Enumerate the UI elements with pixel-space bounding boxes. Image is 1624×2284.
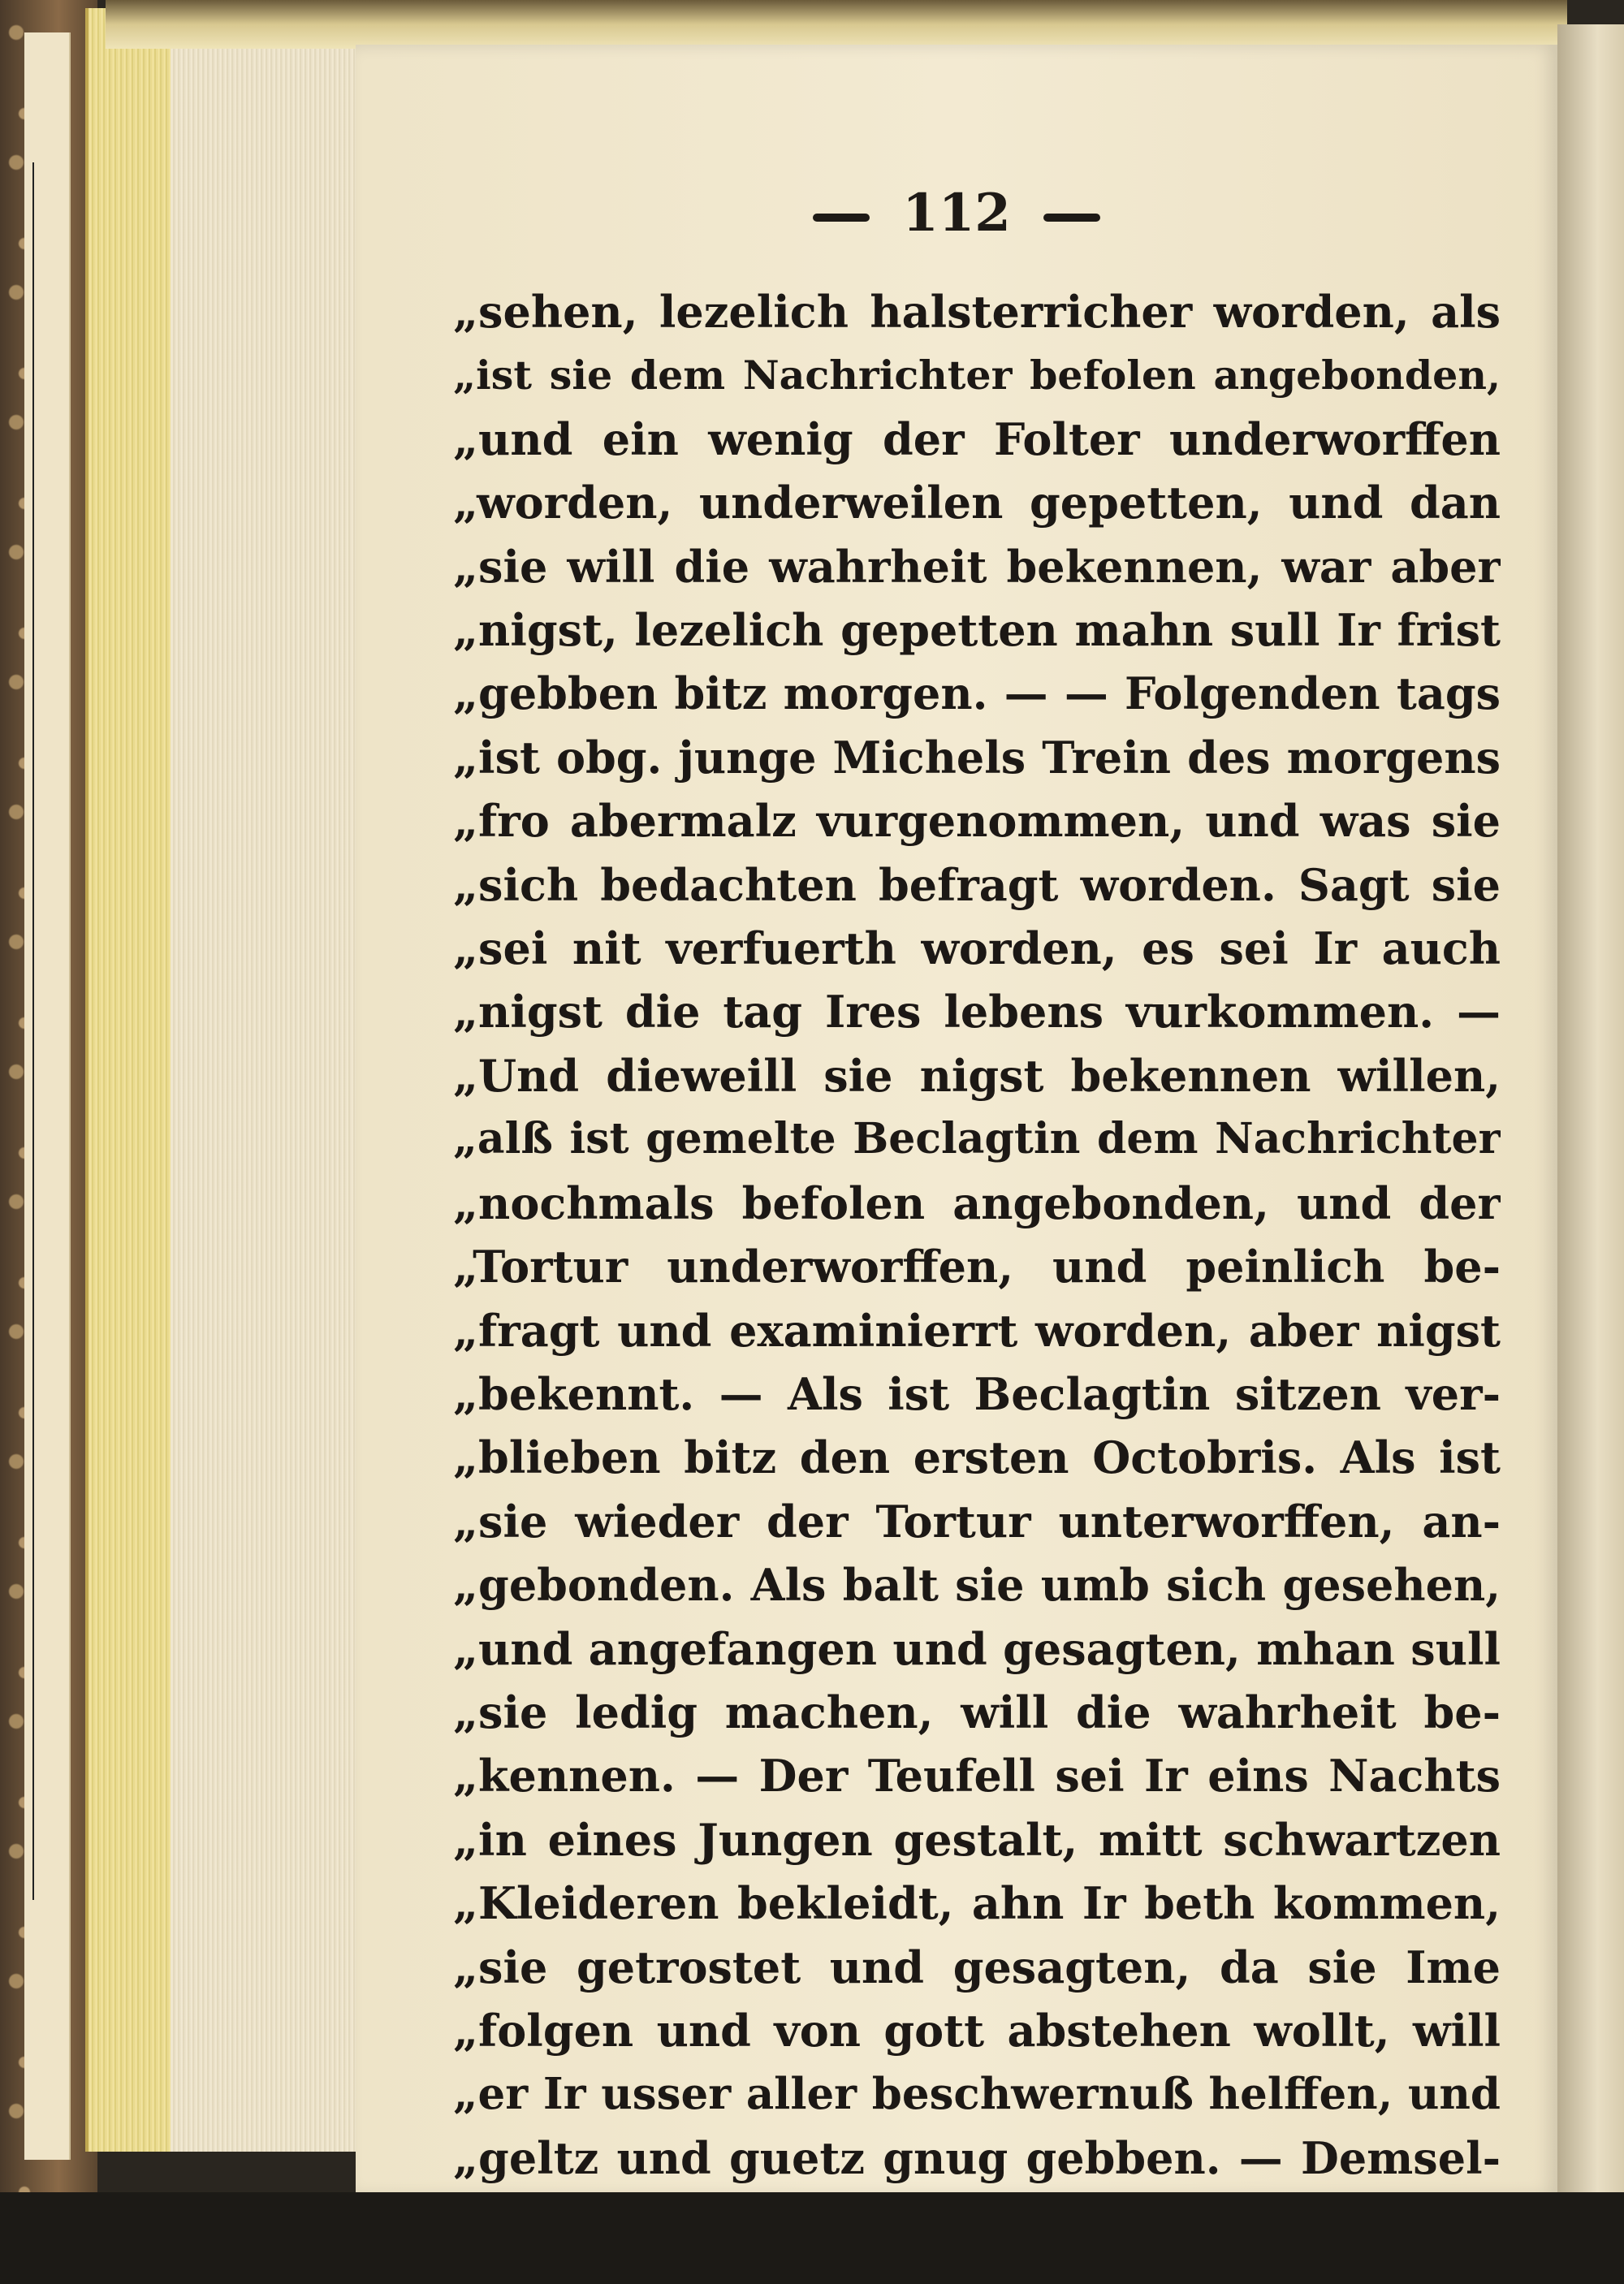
text-line: „sehen, lezelich halsterricher worden, als xyxy=(453,286,1501,338)
text-line: „Und dieweill sie nigst bekennen willen, xyxy=(453,1049,1501,1102)
header-dash-left xyxy=(813,214,870,222)
gilt-page-edges xyxy=(85,8,178,2152)
text-line: „sei nit verfuerth worden, es sei Ir auch xyxy=(453,922,1501,975)
text-line: „worden, underweilen gepetten, und dan xyxy=(453,477,1501,529)
book-page xyxy=(356,45,1557,2196)
text-line: „sich bedachten befragt worden. Sagt sie xyxy=(453,858,1501,911)
text-line: „blieben bitz den ersten Octobris. Als ist xyxy=(453,1431,1501,1484)
page-header xyxy=(356,183,1557,244)
page-stack xyxy=(171,41,359,2152)
header-dash-right xyxy=(1043,214,1100,222)
text-line: „sie getrostet und gesagten, da sie Ime xyxy=(453,1941,1501,1993)
body-text xyxy=(453,280,1501,2190)
text-line: „und ein wenig der Folter underworffen xyxy=(453,412,1501,465)
text-line: „Kleideren bekleidt, ahn Ir beth kommen, xyxy=(453,1877,1501,1930)
top-page-rim xyxy=(106,0,1567,49)
table-surface xyxy=(0,2192,1624,2284)
text-line: „sie ledig machen, will die wahrheit be- xyxy=(453,1686,1501,1738)
text-line: „sie wieder der Tortur unterworffen, an- xyxy=(453,1495,1501,1548)
text-line: „sie will die wahrheit bekennen, war aber xyxy=(453,540,1501,593)
text-line: „alß ist gemelte Beclagtin dem Nachrichter xyxy=(453,1114,1501,1164)
text-line: „und angefangen und gesagten, mhan sull xyxy=(453,1622,1501,1675)
text-line: „fragt und examinierrt worden, aber nigst xyxy=(453,1304,1501,1357)
text-line: „folgen und von gott abstehen wollt, will xyxy=(453,2004,1501,2057)
edge-rule xyxy=(32,162,34,1900)
text-line: „Tortur underworffen, und peinlich be- xyxy=(453,1241,1501,1293)
flyleaf-edge xyxy=(24,32,71,2160)
page-number: 112 xyxy=(902,183,1011,244)
text-line: „gebben bitz morgen. — — Folgenden tags xyxy=(453,667,1501,720)
text-line: „geltz und guetz gnug gebben. — Demsel- xyxy=(453,2131,1501,2184)
text-line: „nigst, lezelich gepetten mahn sull Ir frist xyxy=(453,604,1501,657)
text-line: „in eines Jungen gestalt, mitt schwartzen xyxy=(453,1813,1501,1866)
text-line: „bekennt. — Als ist Beclagtin sitzen ver- xyxy=(453,1367,1501,1420)
text-line: „nigst die tag Ires lebens vurkommen. — xyxy=(453,986,1501,1038)
text-line: „kennen. — Der Teufell sei Ir eins Nachts xyxy=(453,1750,1501,1803)
text-line: „ist sie dem Nachrichter befolen angebonden, xyxy=(453,352,1501,399)
text-line: „gebonden. Als balt sie umb sich gesehen, xyxy=(453,1559,1501,1612)
facing-page-edge xyxy=(1557,24,1624,2217)
text-line: „nochmals befolen angebonden, und der xyxy=(453,1177,1501,1229)
text-line: „fro abermalz vurgenommen, und was sie xyxy=(453,795,1501,848)
text-line: „er Ir usser aller beschwernuß helffen, und xyxy=(453,2069,1501,2120)
text-line: „ist obg. junge Michels Trein des morgens xyxy=(453,731,1501,784)
